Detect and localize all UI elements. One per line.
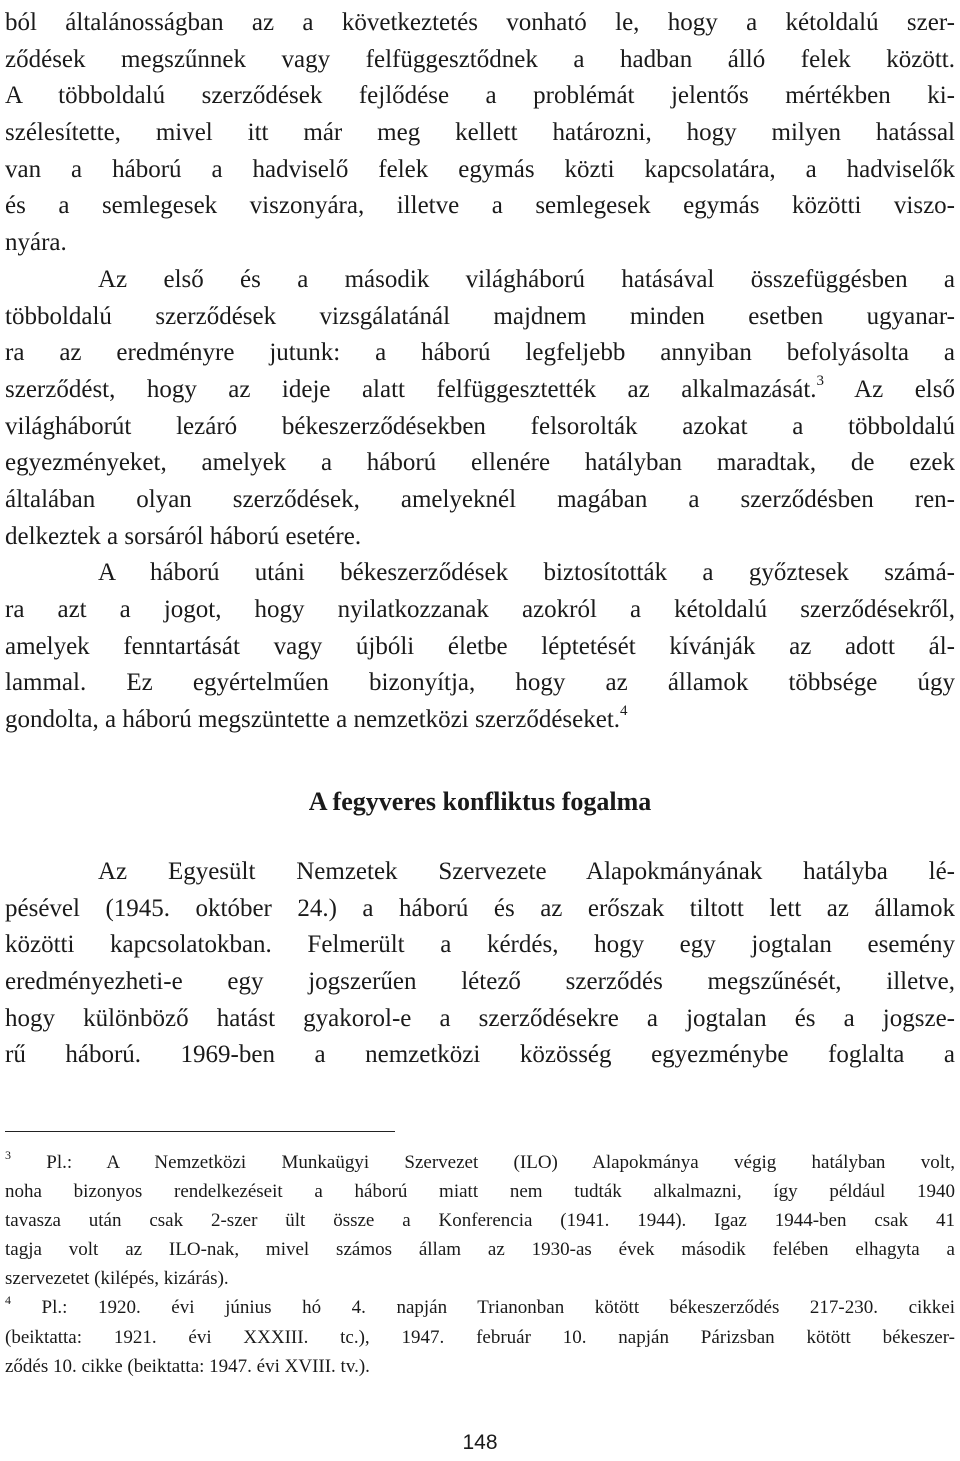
text-line: pésével (1945. október 24.) a háború és az erőszak tiltott lett az államok xyxy=(5,894,955,922)
footnote-line: (beiktatta: 1921. évi XXXIII. tc.), 1947. február 10. napján Párizsban kötött békeszer- xyxy=(5,1326,955,1348)
footnote-4-line xyxy=(5,1293,955,1322)
text-fragment: gondolta, a háború megszüntette a nemzetközi szerződéseket. xyxy=(5,706,621,734)
text-line: világháborút lezáró békeszerződésekben felsorolták azokat a többoldalú xyxy=(5,412,955,440)
footnote-line: ződés 10. cikke (beiktatta: 1947. évi XVIII. tv.). xyxy=(5,1355,370,1377)
footnote-separator xyxy=(5,1131,395,1132)
text-line-with-footnote xyxy=(5,372,955,409)
text-line: rű háború. 1969-ben a nemzetközi közösség egyezménybe foglalta a xyxy=(5,1041,955,1069)
text-line: ra az eredményre jutunk: a háború legfeljebb annyiban befolyásolta a xyxy=(5,339,955,367)
text-line: szélesítette, mivel itt már meg kellett határozni, hogy milyen hatással xyxy=(5,119,955,147)
text-line: eredményezheti-e egy jogszerűen létező szerződés megszűnését, illetve, xyxy=(5,968,955,996)
text-line-with-footnote xyxy=(5,702,955,739)
text-line: van a háború a hadviselő felek egymás közti kapcsolatára, a hadviselők xyxy=(5,155,955,183)
text-line: hogy különböző hatást gyakorol-e a szerződésekre a jogtalan és a jogsze- xyxy=(5,1004,955,1032)
paragraph-start-line: A háború utáni békeszerződések biztosították a győztesek számá- xyxy=(98,559,955,587)
text-line: delkeztek a sorsáról háború esetére. xyxy=(5,522,362,550)
footnote-line: tavasza után csak 2-szer ült össze a Konferencia (1941. 1944). Igaz 1944-ben csak 41 xyxy=(5,1210,955,1232)
footnote-4-mark: 4 xyxy=(5,1293,11,1308)
footnote-3-mark: 3 xyxy=(5,1148,11,1162)
text-line: többoldalú szerződések vizsgálatánál majdnem minden esetben ugyanar- xyxy=(5,302,955,330)
text-line: egyezményeket, amelyek a háború ellenére hatályban maradtak, de ezek xyxy=(5,449,955,477)
section-text-block xyxy=(5,854,955,1074)
text-line: lammal. Ez egyértelműen bizonyítja, hogy az államok többsége úgy xyxy=(5,669,955,697)
page-number: 148 xyxy=(462,1431,498,1454)
section-heading: A fegyveres konfliktus fogalma xyxy=(308,787,652,816)
text-line: közötti kapcsolatokban. Felmerült a kérdés, hogy egy jogtalan esemény xyxy=(5,931,955,959)
footnote-line: tagja volt az ILO-nak, mivel számos állam az 1930-as évek második felében elhagyta a xyxy=(5,1239,955,1261)
text-line: általában olyan szerződések, amelyeknél magában a szerződésben ren- xyxy=(5,485,955,513)
footnote-line: szervezetet (kilépés, kizárás). xyxy=(5,1268,229,1290)
text-line: ra azt a jogot, hogy nyilatkozzanak azokról a kétoldalú szerződésekről, xyxy=(5,596,955,623)
main-text-block xyxy=(5,5,955,739)
text-line: A többoldalú szerződések fejlődése a problémát jelentős mértékben ki- xyxy=(5,82,955,110)
footnote-3-line xyxy=(5,1148,955,1177)
text-fragment: szerződést, hogy az ideje alatt felfüggesztették az alkalmazását. xyxy=(5,375,817,403)
footnote-3-text: Pl.: A Nemzetközi Munkaügyi Szervezet (ILO) Alapokmánya végig hatályban volt, xyxy=(11,1152,955,1173)
paragraph-start-line: Az Egyesült Nemzetek Szervezete Alapokmányának hatályba lé- xyxy=(98,858,955,885)
footnote-ref-3: 3 xyxy=(816,372,825,389)
footnote-ref-4: 4 xyxy=(620,703,628,720)
text-line: amelyek fenntartását vagy újbóli életbe léptetését kívánják az adott ál- xyxy=(5,632,955,660)
paragraph-start-line: Az első és a második világháború hatásával összefüggésben a xyxy=(98,265,955,293)
footnote-4-text: Pl.: 1920. évi június hó 4. napján Trianonban kötött békeszerződés 217-230. cikkei xyxy=(11,1297,955,1319)
text-line: és a semlegesek viszonyára, illetve a semlegesek egymás közötti viszo- xyxy=(5,192,955,220)
text-fragment: Az első xyxy=(824,375,955,403)
footnote-line: noha bizonyos rendelkezéseit a háború miatt nem tudták alkalmazni, így például 1940 xyxy=(5,1181,955,1203)
footnotes xyxy=(5,1148,955,1381)
text-line: ződések megszűnnek vagy felfüggesztődnek a hadban álló felek között. xyxy=(5,45,955,73)
text-line: ból általánosságban az a következtetés vonható le, hogy a kétoldalú szer- xyxy=(5,9,955,36)
text-line: nyára. xyxy=(5,229,67,257)
